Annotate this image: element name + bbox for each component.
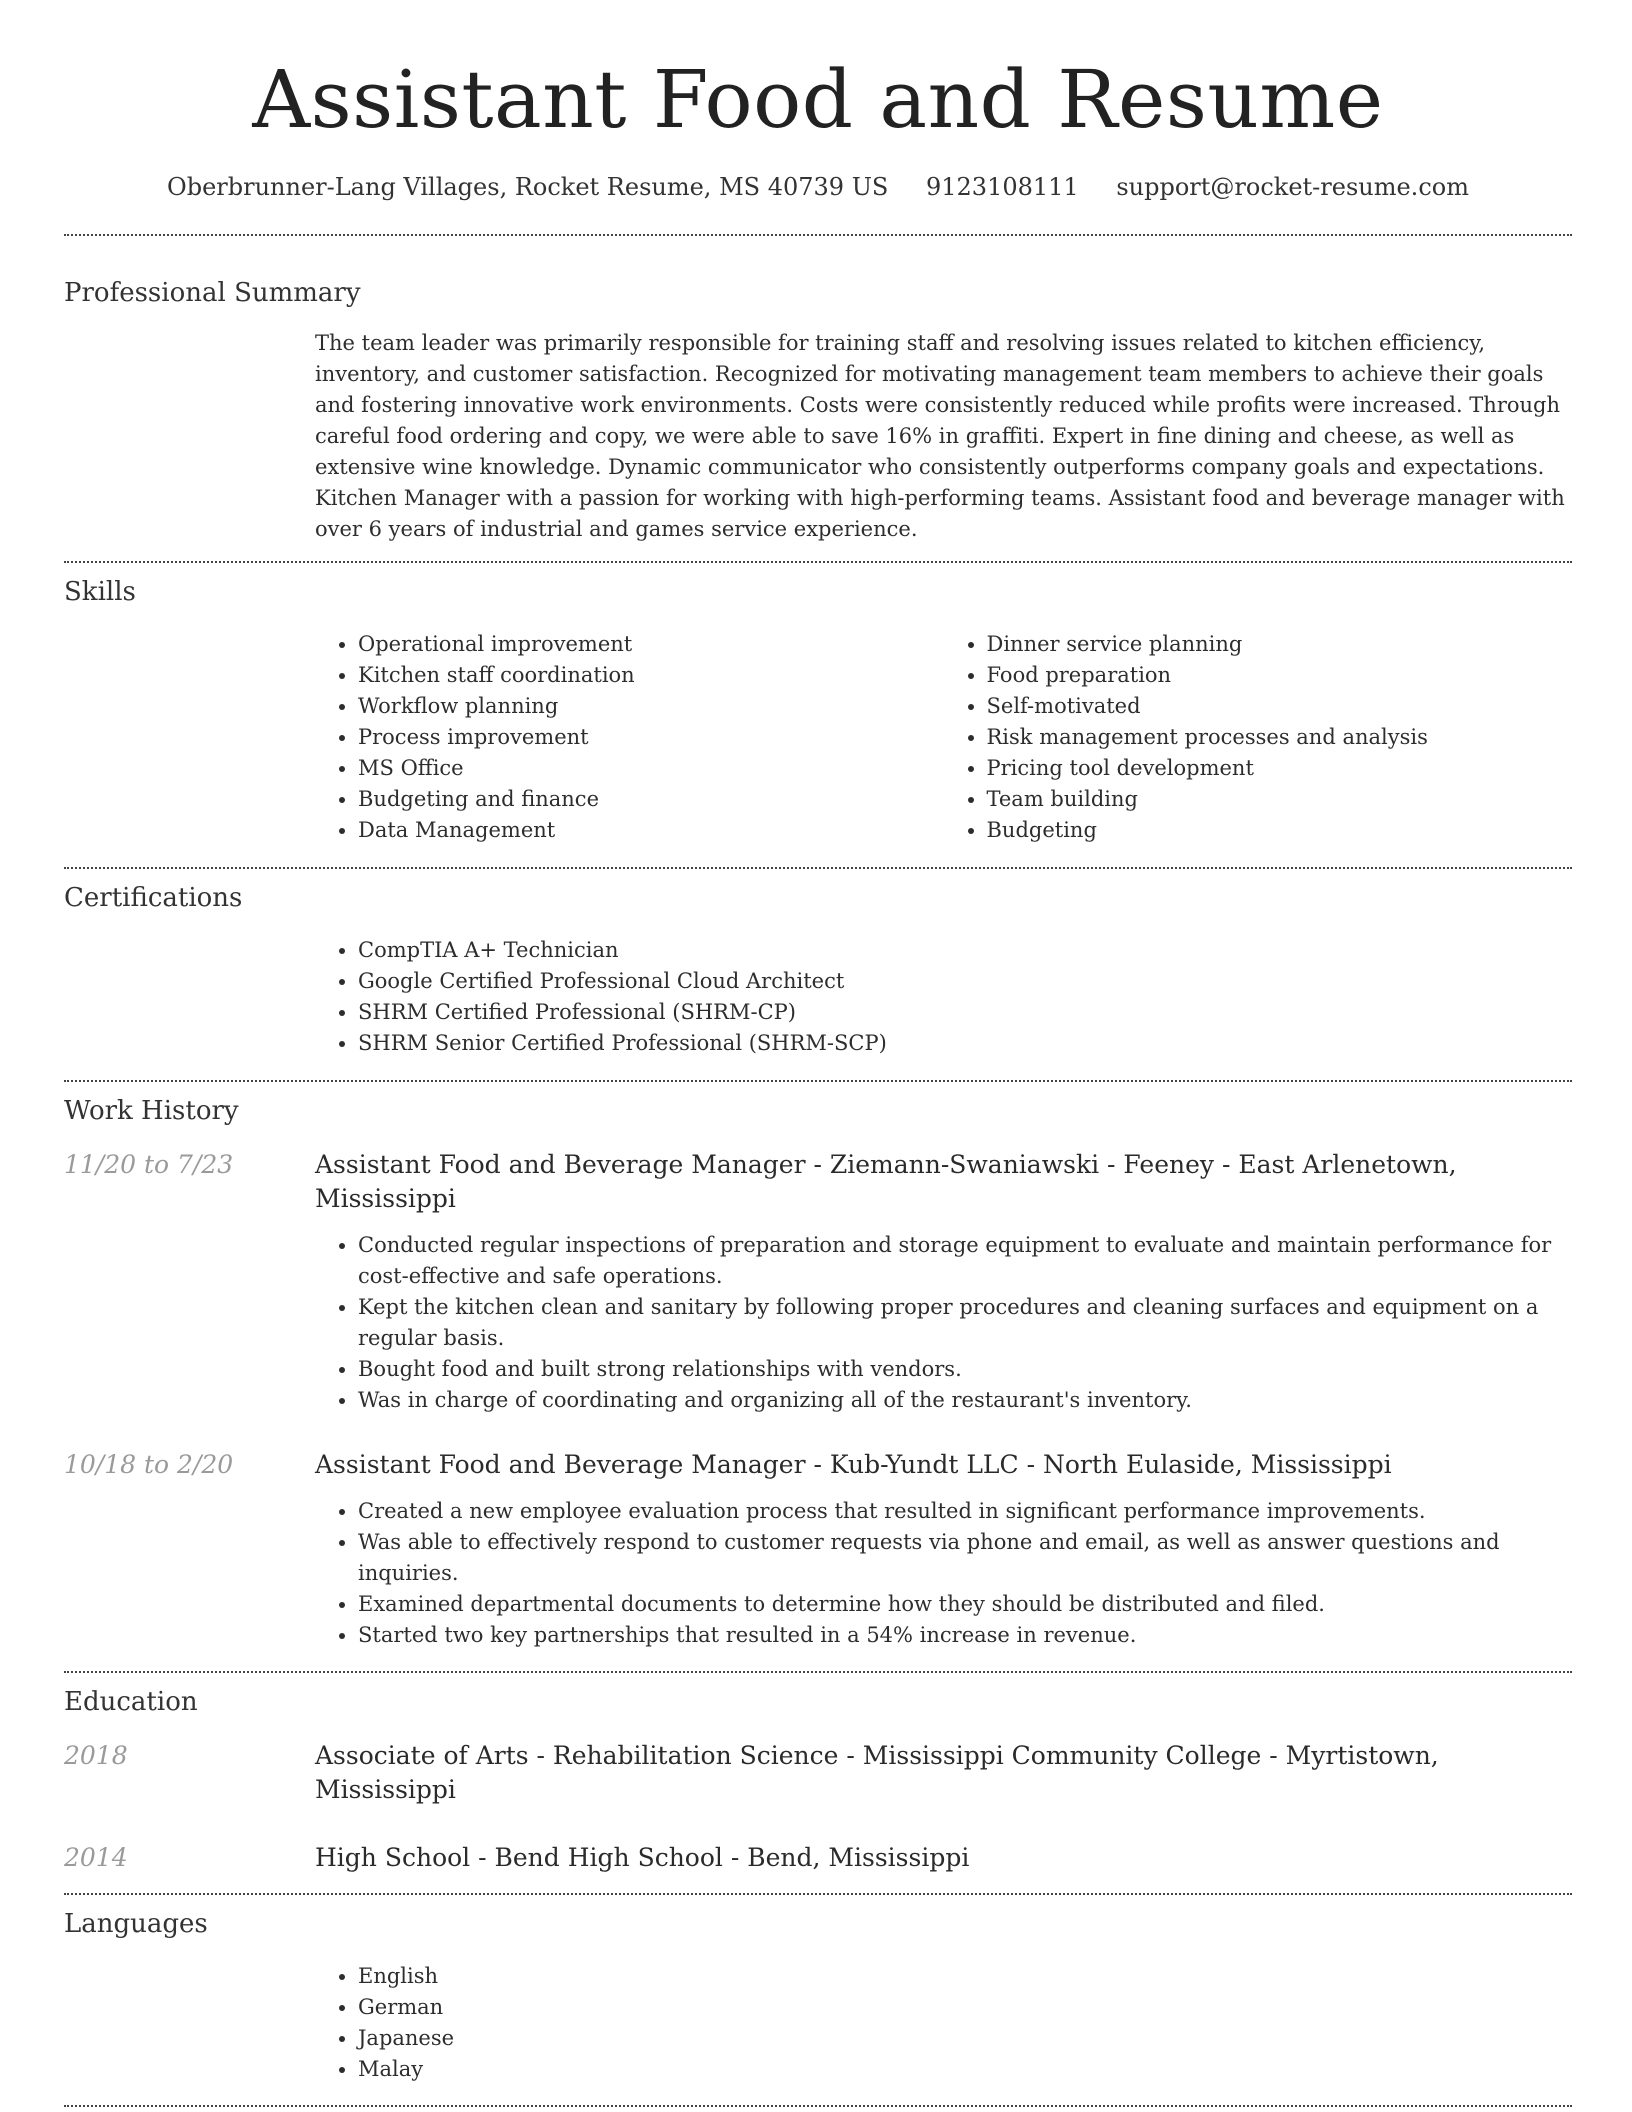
contact-address: Oberbrunner-Lang Villages, Rocket Resume, MS 40739 US	[167, 173, 889, 201]
summary-text: The team leader was primarily responsible for training staff and resolving issues related to kitchen efficiency, inventory, and customer satisfaction. Recognized for motivating management team members to achieve their goals and fostering innovative work environments. Costs were consistently reduced while profits were increased. Through careful food ordering and copy, we were able to save 16% in graffiti. Expert in fine dining and cheese, as well as extensive wine knowledge. Dynamic communicator who consistently outperforms company goals and expectations. Kitchen Manager with a passion for working with high-performing teams. Assistant food and beverage manager with over 6 years of industrial and games service experience.	[315, 331, 1565, 541]
skill-item: • Dinner service planning	[987, 629, 1573, 660]
divider	[64, 1080, 1572, 1082]
job-bullet: • Conducted regular inspections of preparation and storage equipment to evaluate and maintain performance for cost-effective and safe operations.	[358, 1230, 1572, 1292]
section-title-certifications: Certifications	[64, 883, 243, 913]
education-title: Associate of Arts - Rehabilitation Science - Mississippi Community College - Myrtistown, Mississippi	[315, 1741, 1439, 1804]
contact-phone: 9123108111	[926, 173, 1079, 201]
section-title-languages: Languages	[64, 1909, 208, 1939]
job-bullet: • Bought food and built strong relationships with vendors.	[358, 1354, 1572, 1385]
skill-item: • Workflow planning	[358, 691, 944, 722]
skill-item: • Pricing tool development	[987, 753, 1573, 784]
job-bullet: • Was in charge of coordinating and organizing all of the restaurant's inventory.	[358, 1385, 1572, 1416]
education-title: High School - Bend High School - Bend, Mississippi	[315, 1843, 970, 1872]
divider	[64, 2105, 1572, 2107]
job-title: Assistant Food and Beverage Manager - Kub-Yundt LLC - North Eulaside, Mississippi	[315, 1450, 1392, 1479]
resume-page	[64, 0, 1572, 2107]
job-bullet: • Kept the kitchen clean and sanitary by following proper procedures and cleaning surfaces and equipment on a regular basis.	[358, 1292, 1572, 1354]
divider	[64, 234, 1572, 236]
education-entry	[64, 1841, 1572, 1875]
certifications-list	[315, 935, 1572, 1059]
education-entry	[64, 1739, 1572, 1807]
language-item: • Malay	[358, 2054, 1572, 2085]
skills-column-right	[944, 629, 1573, 846]
skill-item: • Operational improvement	[358, 629, 944, 660]
skill-item: • Self-motivated	[987, 691, 1573, 722]
job-bullet: • Started two key partnerships that resulted in a 54% increase in revenue.	[358, 1620, 1572, 1651]
contact-line	[64, 170, 1572, 204]
job-bullet: • Created a new employee evaluation process that resulted in significant performance improvements.	[358, 1496, 1572, 1527]
skills-list	[315, 629, 1572, 846]
divider	[64, 561, 1572, 563]
certification-item: • SHRM Certified Professional (SHRM-CP)	[358, 997, 1572, 1028]
contact-email: support@rocket-resume.com	[1116, 173, 1469, 201]
resume-name: Assistant Food and Resume	[252, 53, 1384, 146]
skill-item: • MS Office	[358, 753, 944, 784]
skills-column-left	[315, 629, 944, 846]
job-bullets	[315, 1230, 1572, 1416]
section-title-education: Education	[64, 1687, 198, 1717]
job-bullet: • Examined departmental documents to determine how they should be distributed and filed.	[358, 1589, 1572, 1620]
section-title-skills: Skills	[64, 577, 136, 607]
divider	[64, 1671, 1572, 1673]
skill-item: • Team building	[987, 784, 1573, 815]
skill-item: • Budgeting and finance	[358, 784, 944, 815]
skill-item: • Food preparation	[987, 660, 1573, 691]
skill-item: • Process improvement	[358, 722, 944, 753]
skill-item: • Budgeting	[987, 815, 1573, 846]
skill-item: • Risk management processes and analysis	[987, 722, 1573, 753]
section-title-summary: Professional Summary	[64, 278, 361, 308]
education-date: 2014	[64, 1843, 128, 1872]
section-title-work-history: Work History	[64, 1096, 239, 1126]
certification-item: • SHRM Senior Certified Professional (SHRM-SCP)	[358, 1028, 1572, 1059]
language-item: • German	[358, 1992, 1572, 2023]
language-item: • English	[358, 1961, 1572, 1992]
skill-item: • Data Management	[358, 815, 944, 846]
divider	[64, 867, 1572, 869]
job-date: 11/20 to 7/23	[64, 1150, 234, 1179]
skill-item: • Kitchen staff coordination	[358, 660, 944, 691]
job-bullets	[315, 1496, 1572, 1651]
divider	[64, 1893, 1572, 1895]
language-item: • Japanese	[358, 2023, 1572, 2054]
job-entry	[64, 1448, 1572, 1651]
job-date: 10/18 to 2/20	[64, 1450, 234, 1479]
education-date: 2018	[64, 1741, 128, 1770]
job-title: Assistant Food and Beverage Manager - Ziemann-Swaniawski - Feeney - East Arlenetown, Mississippi	[315, 1150, 1457, 1213]
job-entry	[64, 1148, 1572, 1416]
certification-item: • CompTIA A+ Technician	[358, 935, 1572, 966]
job-bullet: • Was able to effectively respond to customer requests via phone and email, as well as answer questions and inquiries.	[358, 1527, 1572, 1589]
languages-list	[315, 1961, 1572, 2085]
certification-item: • Google Certified Professional Cloud Architect	[358, 966, 1572, 997]
